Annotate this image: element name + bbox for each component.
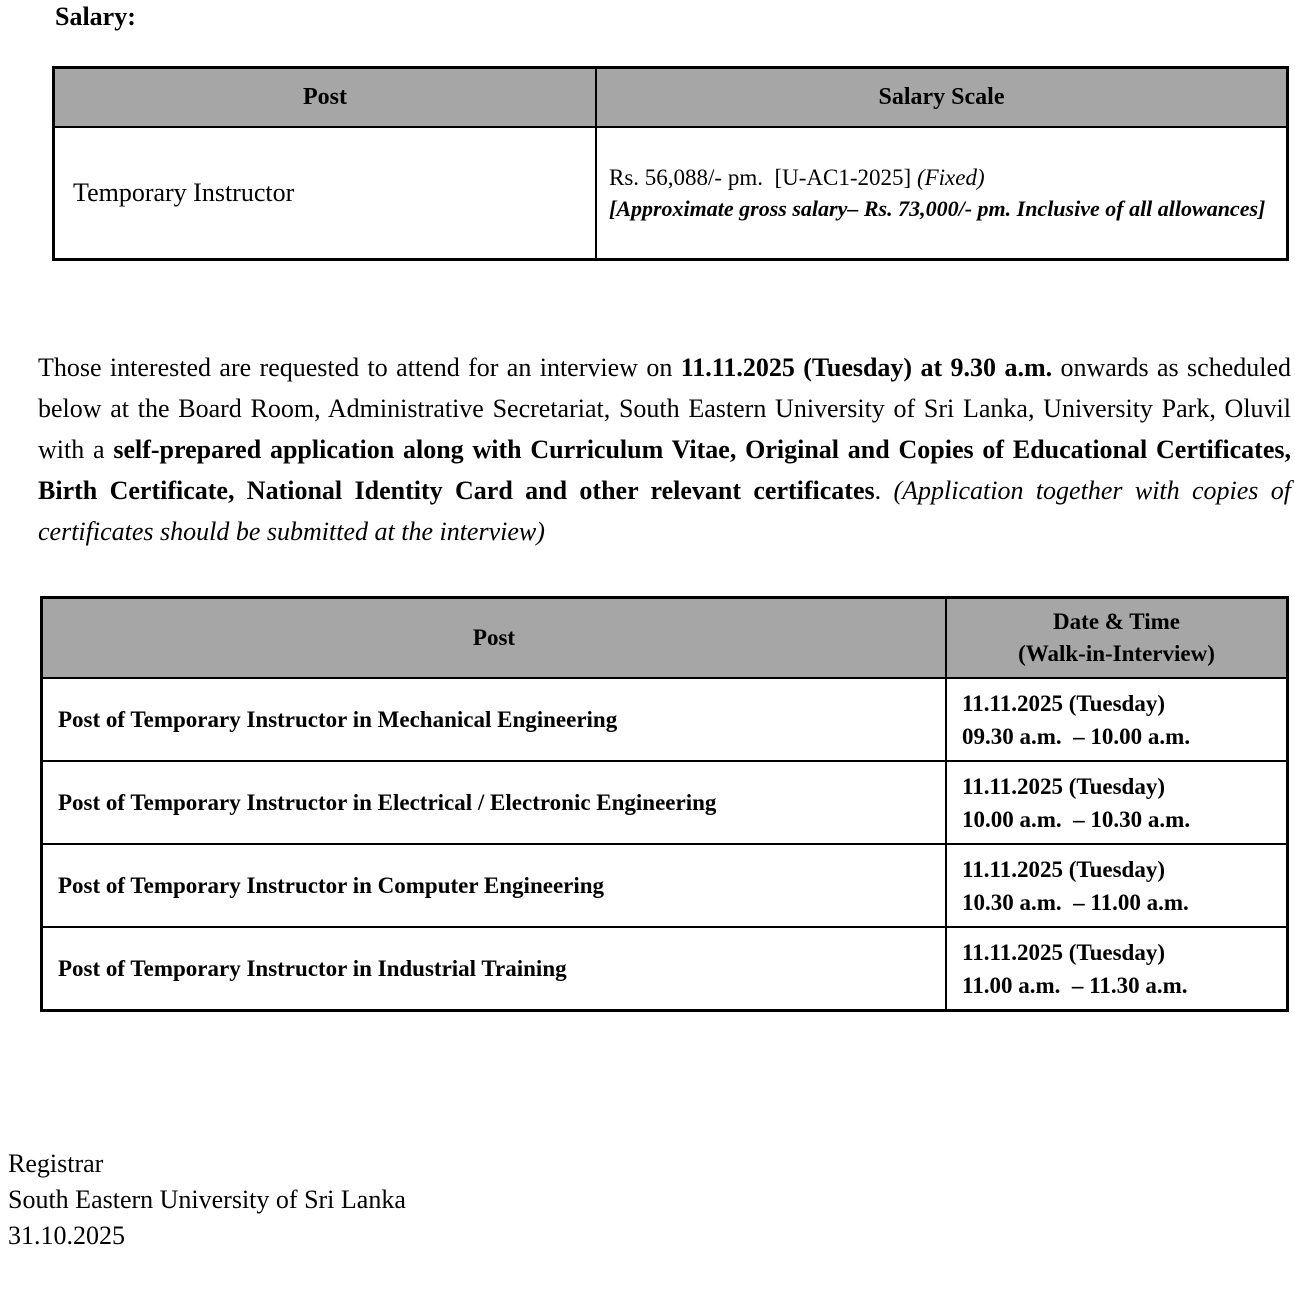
table-row bbox=[42, 927, 1288, 1011]
salary-table-row bbox=[54, 127, 1288, 260]
salary-scale-main: Rs. 56,088/- pm. [U-AC1-2025] bbox=[609, 165, 917, 190]
salary-table-post-cell: Temporary Instructor bbox=[54, 127, 597, 260]
paragraph-text-3: . bbox=[874, 476, 894, 505]
schedule-post-cell: Post of Temporary Instructor in Industrial Training bbox=[42, 927, 947, 1011]
salary-table-scale-cell bbox=[596, 127, 1288, 260]
schedule-post-cell: Post of Temporary Instructor in Mechanical Engineering bbox=[42, 678, 947, 761]
schedule-table-header-row bbox=[42, 598, 1288, 679]
schedule-datetime-cell bbox=[946, 761, 1288, 844]
interview-datetime-bold: 11.11.2025 (Tuesday) at 9.30 a.m. bbox=[680, 353, 1053, 382]
salary-scale-note: [Approximate gross salary– Rs. 73,000/- pm. Inclusive of all allowances] bbox=[609, 196, 1266, 221]
schedule-time: 10.00 a.m. – 10.30 a.m. bbox=[962, 806, 1191, 832]
table-row bbox=[42, 761, 1288, 844]
schedule-datetime-cell bbox=[946, 678, 1288, 761]
schedule-post-cell: Post of Temporary Instructor in Electrical / Electronic Engineering bbox=[42, 761, 947, 844]
application-note-italic: (Application together with copies of certificates should be submitted at the interview) bbox=[38, 476, 1292, 546]
signature-block bbox=[8, 1146, 1295, 1254]
table-row bbox=[42, 678, 1288, 761]
schedule-header-datetime-line1: Date & Time bbox=[1053, 609, 1180, 634]
schedule-datetime-cell bbox=[946, 844, 1288, 927]
signature-name: Registrar bbox=[8, 1149, 104, 1178]
table-row bbox=[42, 844, 1288, 927]
schedule-date: 11.11.2025 (Tuesday) bbox=[962, 773, 1166, 799]
signature-organization: South Eastern University of Sri Lanka bbox=[8, 1185, 406, 1214]
paragraph-text-2: onwards as scheduled below at the Board Room, Administrative Secretariat, South Eastern University of Sri Lanka, University Park, Oluvil with a bbox=[38, 353, 1292, 464]
salary-table-header-scale: Salary Scale bbox=[596, 68, 1288, 128]
salary-table-header-row bbox=[54, 68, 1288, 128]
schedule-time: 11.00 a.m. – 11.30 a.m. bbox=[962, 972, 1188, 998]
required-documents-bold: self-prepared application along with Curriculum Vitae, Original and Copies of Educational Certificates, Birth Certificate, National Identity Card and other relevant certificates bbox=[38, 435, 1292, 505]
salary-scale-fixed: (Fixed) bbox=[916, 165, 985, 190]
schedule-time: 09.30 a.m. – 10.00 a.m. bbox=[962, 723, 1191, 749]
schedule-header-datetime-line2: (Walk-in-Interview) bbox=[1018, 641, 1215, 666]
schedule-table-header-post: Post bbox=[42, 598, 947, 679]
schedule-time: 10.30 a.m. – 11.00 a.m. bbox=[962, 889, 1189, 915]
schedule-date: 11.11.2025 (Tuesday) bbox=[962, 939, 1166, 965]
schedule-date: 11.11.2025 (Tuesday) bbox=[962, 690, 1166, 716]
schedule-post-cell: Post of Temporary Instructor in Computer Engineering bbox=[42, 844, 947, 927]
paragraph-text-1: Those interested are requested to attend for an interview on bbox=[38, 353, 681, 382]
schedule-table bbox=[40, 596, 1289, 1012]
salary-scale-line bbox=[609, 162, 1272, 193]
salary-table-header-post: Post bbox=[54, 68, 597, 128]
schedule-date: 11.11.2025 (Tuesday) bbox=[962, 856, 1166, 882]
signature-date: 31.10.2025 bbox=[8, 1221, 125, 1250]
schedule-table-header-datetime bbox=[946, 598, 1288, 679]
salary-table bbox=[52, 66, 1289, 261]
schedule-datetime-cell bbox=[946, 927, 1288, 1011]
salary-heading: Salary: bbox=[55, 2, 136, 31]
interview-paragraph bbox=[38, 347, 1291, 552]
